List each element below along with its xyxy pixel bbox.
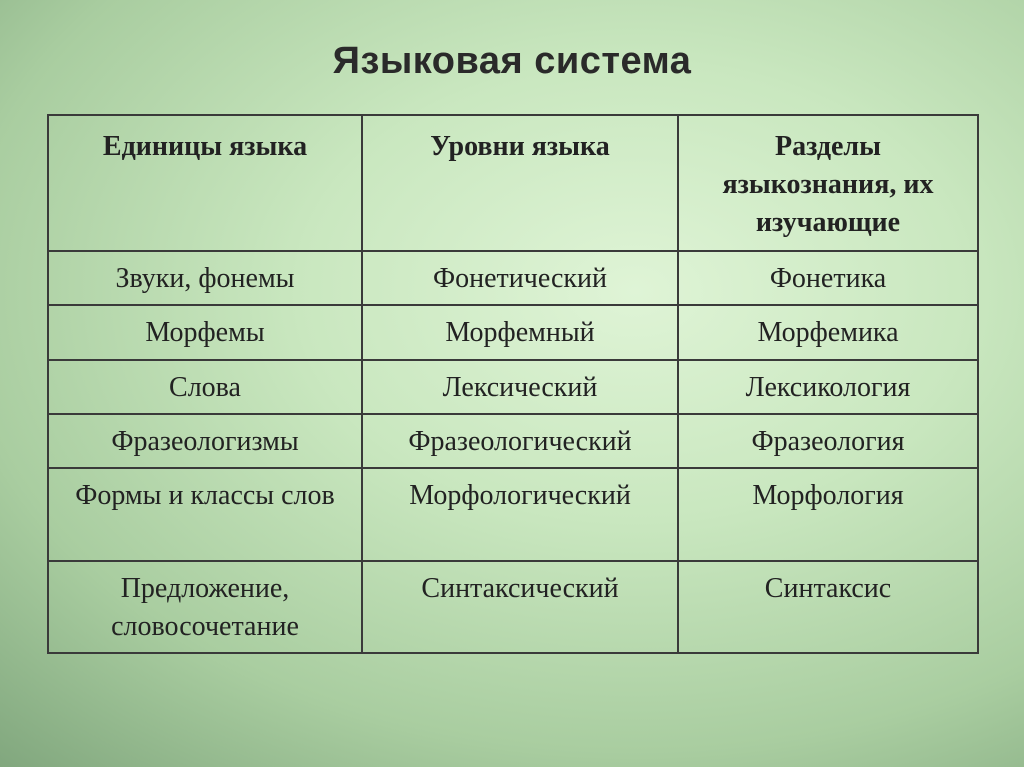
table-row [48, 414, 978, 468]
cell-level: Морфологический [362, 468, 678, 560]
table-row [48, 468, 978, 560]
cell-level: Морфемный [362, 305, 678, 359]
language-system-table [47, 114, 979, 654]
cell-section: Фразеология [678, 414, 978, 468]
cell-unit: Звуки, фонемы [48, 251, 362, 305]
table-row [48, 305, 978, 359]
cell-section: Морфология [678, 468, 978, 560]
cell-level: Фонетический [362, 251, 678, 305]
cell-level: Лексический [362, 360, 678, 414]
header-units: Единицы языка [48, 115, 362, 251]
header-levels: Уровни языка [362, 115, 678, 251]
cell-unit: Морфемы [48, 305, 362, 359]
table-header-row [48, 115, 978, 251]
cell-unit: Формы и классы слов [48, 468, 362, 560]
cell-unit: Слова [48, 360, 362, 414]
cell-section: Морфемика [678, 305, 978, 359]
table-row [48, 251, 978, 305]
cell-section: Синтаксис [678, 561, 978, 653]
cell-section: Лексикология [678, 360, 978, 414]
cell-level: Синтаксический [362, 561, 678, 653]
header-sections: Разделы языкознания, их изучающие [678, 115, 978, 251]
cell-level: Фразеологический [362, 414, 678, 468]
slide-title: Языковая система [332, 40, 692, 82]
table-row [48, 360, 978, 414]
cell-unit: Фразеологизмы [48, 414, 362, 468]
cell-section: Фонетика [678, 251, 978, 305]
table-row [48, 561, 978, 653]
cell-unit: Предложение, словосочетание [48, 561, 362, 653]
